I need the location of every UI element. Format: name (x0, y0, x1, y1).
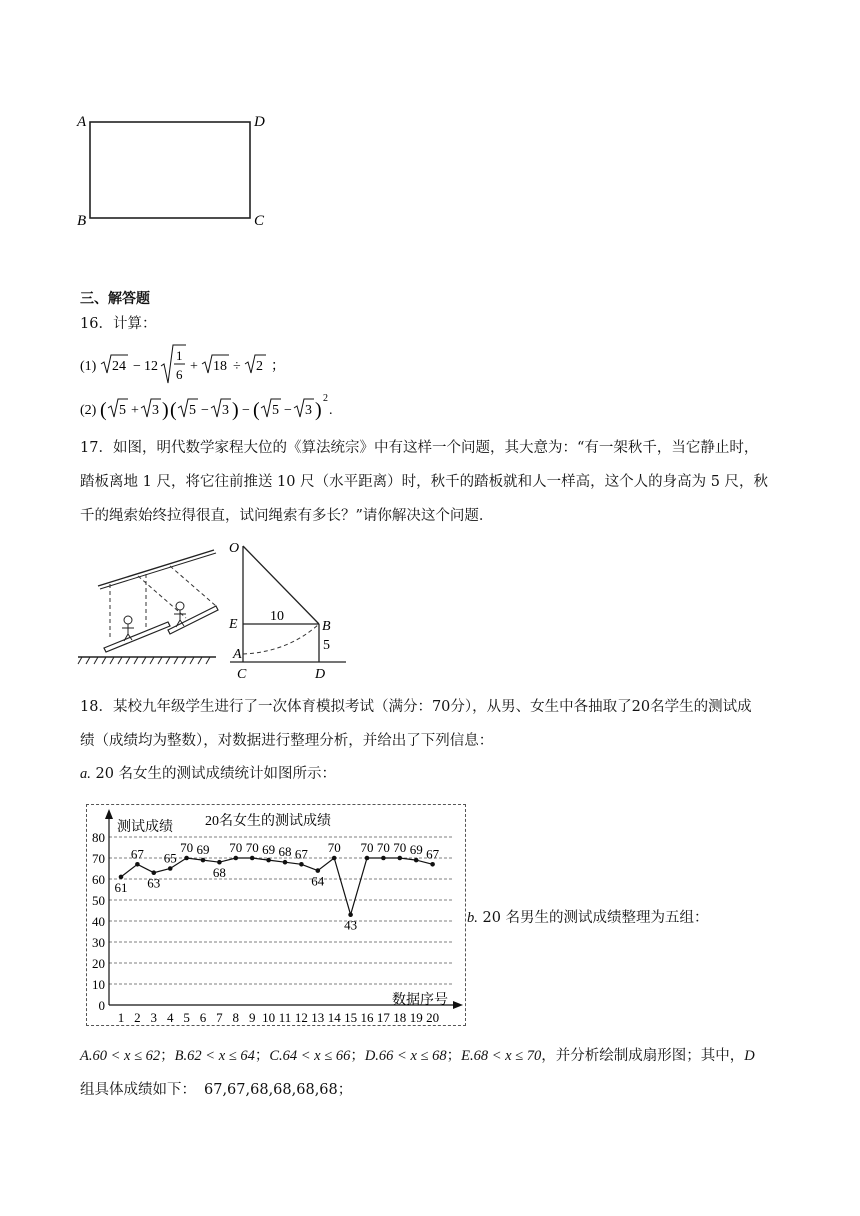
y-tick-label: 60 (92, 872, 105, 887)
q16-part2-r5b: 5 (189, 403, 196, 418)
q16-prompt: 16．计算： (80, 316, 157, 332)
data-point (119, 875, 124, 880)
data-label: 70 (229, 840, 243, 855)
q17-line-1: 17．如图，明代数学家程大位的《算法统宗》中有这样一个问题，其大意为：“有一架秋千，当它静止时， (80, 440, 759, 456)
q18-item-b-label: b. (467, 910, 478, 926)
y-tick-label: 0 (98, 998, 105, 1013)
groups-tail-d: D (744, 1048, 755, 1064)
data-label: 69 (409, 842, 423, 858)
girls-score-chart-frame (86, 804, 466, 1026)
group-a: A.60 < x ≤ 62 (80, 1048, 161, 1064)
label-ten: 10 (270, 609, 284, 624)
x-tick-label: 5 (183, 1010, 190, 1025)
data-point (316, 868, 321, 873)
data-point (152, 870, 157, 875)
data-point (266, 858, 271, 863)
data-point (135, 862, 140, 867)
y-tick-label: 30 (92, 935, 105, 950)
y-tick-label: 20 (92, 956, 105, 971)
swing-geometry-diagram (226, 536, 350, 682)
x-tick-label: 11 (278, 1010, 292, 1025)
vertex-label-a: A (77, 114, 87, 130)
data-label: 65 (163, 850, 177, 866)
data-label: 64 (311, 873, 325, 889)
label-d: D (315, 667, 326, 682)
girls-score-line-chart (87, 805, 465, 1025)
x-tick-label: 20 (426, 1010, 440, 1025)
data-point (332, 856, 337, 861)
vertex-label-d: D (254, 114, 265, 130)
data-label: 43 (344, 917, 358, 933)
y-tick-label: 40 (92, 914, 105, 929)
data-point (168, 866, 173, 871)
q18-item-a-label: a. (80, 766, 91, 782)
y-axis-arrow (105, 809, 113, 819)
op: − (201, 403, 209, 418)
x-axis-arrow (453, 1001, 463, 1009)
x-tick-label: 10 (262, 1010, 276, 1025)
data-label: 69 (262, 842, 276, 858)
sep: ； (160, 1048, 175, 1064)
q18-line-1: 18．某校九年级学生进行了一次体育模拟考试（满分：70分），从男、女生中各抽取了20名学生的测试成 (80, 699, 752, 715)
x-tick-label: 4 (166, 1010, 174, 1025)
y-tick-label: 50 (92, 893, 105, 908)
series-line (121, 858, 433, 915)
label-e: E (229, 617, 238, 632)
label-five: 5 (323, 638, 330, 653)
x-tick-label: 9 (248, 1010, 256, 1025)
q18-group-d-scores (80, 1080, 352, 1100)
x-tick-label: 18 (393, 1010, 407, 1025)
q17-line-2: 踏板离地 1 尺，将它往前推送 10 尺（水平距离）时，秋千的踏板就和人一样高，这个人的身高为 5 尺，秋 (80, 474, 769, 490)
sep: ； (350, 1048, 365, 1064)
paren: ) (162, 399, 169, 421)
group-e: E.68 < x ≤ 70 (461, 1048, 542, 1064)
data-point (430, 862, 435, 867)
data-label: 67 (426, 846, 440, 862)
paren: ( (100, 399, 107, 421)
data-label: 70 (393, 840, 407, 855)
q16-part2-r3b: 3 (222, 403, 229, 418)
data-label: 70 (327, 840, 341, 855)
y-tick-label: 10 (92, 977, 105, 992)
q16-part1-label: (1) (80, 359, 97, 374)
x-tick-label: 19 (409, 1010, 423, 1025)
q18-item-a-text: 20 名女生的测试成绩统计如图所示： (90, 766, 337, 782)
data-point (234, 856, 239, 861)
q18-item-a (80, 764, 336, 784)
q16-part1-minus: − (133, 359, 141, 374)
data-label: 67 (130, 846, 144, 862)
data-label: 61 (114, 879, 128, 895)
q18-item-b-text: 20 名男生的测试成绩整理为五组： (477, 910, 709, 926)
x-tick-label: 13 (311, 1010, 325, 1025)
q16-part2-r3c: 3 (305, 403, 312, 418)
data-label: 70 (245, 840, 259, 855)
q16-part2-exponent: 2 (323, 393, 328, 404)
x-tick-label: 14 (327, 1010, 341, 1025)
paren: ( (170, 399, 177, 421)
data-point (414, 858, 419, 863)
group-c: C.64 < x ≤ 66 (269, 1048, 351, 1064)
rectangle-abcd-figure (72, 108, 282, 233)
op: + (131, 403, 139, 418)
q16-part1-expression (78, 342, 318, 388)
q16-part1-radicand-18: 18 (213, 359, 227, 374)
x-tick-label: 6 (199, 1010, 207, 1025)
data-point (184, 856, 189, 861)
q17-line-3: 千的绳索始终拉得很直，试问绳索有多长？”请你解决这个问题． (80, 508, 494, 524)
data-label: 69 (196, 842, 210, 858)
q16-part2-expression (78, 390, 338, 426)
group-d-values: 67,67,68,68,68,68 (204, 1082, 338, 1098)
q16-part2-r5a: 5 (119, 403, 126, 418)
data-label: 67 (294, 846, 308, 862)
x-tick-label: 8 (232, 1010, 240, 1025)
data-label: 68 (212, 865, 226, 881)
data-point (250, 856, 255, 861)
sep: ； (254, 1048, 270, 1064)
group-b: B.62 < x ≤ 64 (174, 1048, 255, 1064)
group-d: D.66 < x ≤ 68 (364, 1048, 447, 1064)
swing-illustration (76, 548, 226, 666)
x-tick-label: 16 (360, 1010, 374, 1025)
data-label: 70 (180, 840, 194, 855)
data-label: 70 (376, 840, 390, 855)
x-tick-label: 3 (150, 1010, 158, 1025)
q16-part2-r3a: 3 (152, 403, 159, 418)
data-label: 68 (278, 844, 292, 860)
q18-groups-line (80, 1046, 755, 1066)
y-tick-label: 70 (92, 851, 105, 866)
group-d-end: ； (337, 1082, 353, 1098)
data-label: 70 (360, 840, 374, 855)
q16-part1-radicand-24: 24 (112, 359, 126, 374)
q16-part1-semicolon: ； (271, 359, 285, 374)
data-point (398, 856, 403, 861)
q16-part2-label: (2) (80, 403, 97, 418)
x-tick-label: 15 (344, 1010, 358, 1025)
section-title: 三、解答题 (80, 291, 150, 307)
sep: ； (446, 1048, 462, 1064)
q18-item-b (467, 908, 709, 928)
x-tick-label: 7 (216, 1010, 223, 1025)
chart-x-axis-label: 数据序号 (392, 993, 448, 1008)
data-point (283, 860, 288, 865)
y-tick-label: 80 (92, 830, 105, 845)
q16-part1-frac-num: 1 (176, 348, 183, 363)
data-point (381, 856, 386, 861)
label-a: A (233, 647, 242, 662)
data-point (217, 860, 222, 865)
period: . (329, 403, 333, 418)
x-tick-label: 2 (134, 1010, 141, 1025)
label-o: O (229, 541, 240, 556)
label-b: B (322, 619, 331, 634)
data-point (365, 856, 370, 861)
vertex-label-c: C (254, 213, 265, 229)
q16-part1-radicand-2: 2 (256, 359, 263, 374)
group-d-prefix: 组具体成绩如下： (80, 1082, 196, 1098)
op: − (284, 403, 292, 418)
q18-line-2: 绩（成绩均为整数），对数据进行整理分析，并给出了下列信息： (80, 733, 494, 749)
q16-part1-coef-12: 12 (144, 359, 158, 374)
q16-part1-divide: ÷ (233, 359, 241, 374)
data-label: 63 (147, 875, 161, 891)
q16-part1-frac-den: 6 (176, 367, 183, 382)
label-c: C (237, 667, 247, 682)
groups-tail: ，并分析绘制成扇形图；其中， (541, 1048, 745, 1064)
paren: ) (315, 399, 322, 421)
paren: ) (232, 399, 239, 421)
x-tick-label: 1 (117, 1010, 125, 1025)
x-tick-label: 12 (294, 1010, 308, 1025)
x-tick-label: 17 (376, 1010, 390, 1025)
chart-title: 20名女生的测试成绩 (205, 814, 331, 829)
chart-y-axis-label: 测试成绩 (117, 820, 173, 835)
q16-part1-plus: + (190, 359, 198, 374)
op: − (242, 403, 250, 418)
data-point (299, 862, 304, 867)
paren: ( (253, 399, 260, 421)
data-point (201, 858, 206, 863)
q16-part2-r5c: 5 (272, 403, 279, 418)
data-point (348, 912, 353, 917)
vertex-label-b: B (77, 213, 87, 229)
